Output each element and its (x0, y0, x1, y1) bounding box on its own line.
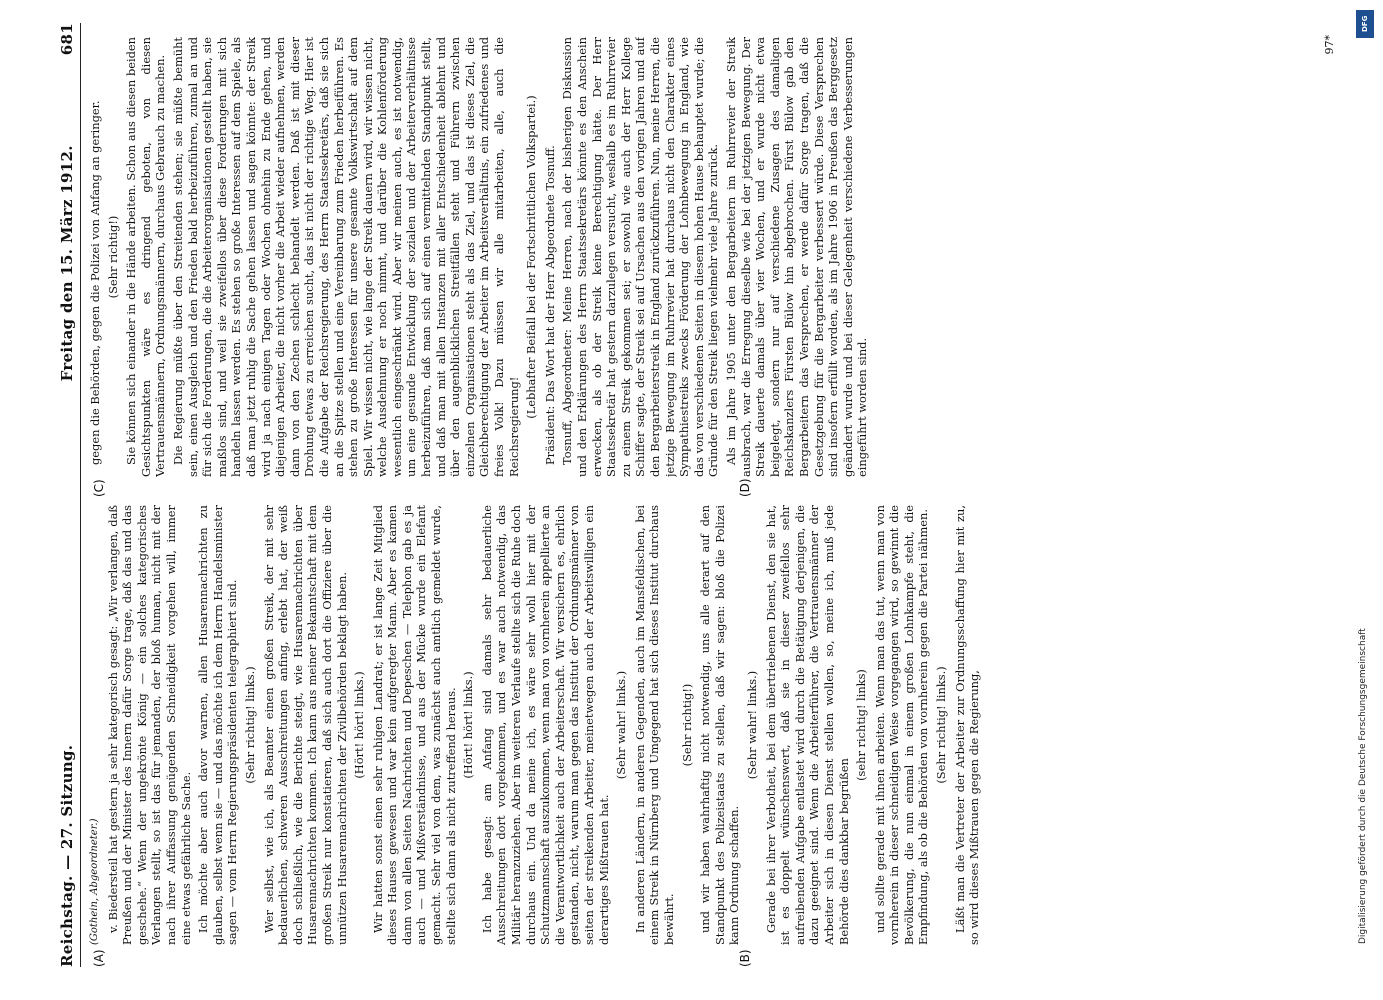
dfg-logo-icon: DFG (1356, 10, 1374, 38)
interjection: (Sehr richtig! links.) (934, 666, 949, 784)
interjection: (Sehr richtig! links.) (242, 666, 257, 784)
paragraph: Ich möchte aber auch davor warnen, allen Husarennachrichten zu glauben, selbst wenn sie — und das möchte ich dem Herrn Handelsminister sagen — vom Herrn Regierungspräsidenten telegraphiert sind. (196, 505, 240, 945)
paragraph: v. Biedersteil hat gestern ja sehr kategorisch gesagt: „Wir verlangen, daß Preußen und der Minister des Innern dafür Sorge trage, daß das und das geschehe.“ Wenn der ungekrönte König — ein solches kategorisches Verlangen stellt, so ist das für jemanden, der bloß human, nicht mit der nach ihrer Auffassung genügenden Schneidigkeit vorgehen will, immer eine etwas gefährliche Sache. (105, 505, 193, 945)
interjection: (Lebhafter Beifall bei der Fortschrittlichen Volkspartei.) (524, 95, 539, 419)
paragraph: Wer selbst, wie ich, als Beamter einen großen Streik, der mit sehr bedauerlichen, schweren Ausschreitungen anfing, erlebt hat, der weiß doch schließlich, wie die Berichte steigt, wie Husarennachrichten über Husarennachrichten kommen. Ich kann aus meiner Bekanntschaft mit dem großen Streik nur konstatieren, daß sich auch dort die Offiziere über die unnützen Husarennachrichten der Zivilbehörden beklagt haben. (261, 505, 349, 945)
page-header (54, 23, 81, 967)
paragraph: und wir haben wahrhaftig nicht notwendig, uns alle derart auf den Standpunkt des Polizeistaats zu stellen, daß wir sagen: bloß die Polizei kann Ordnung schaffen. (698, 505, 742, 945)
paragraph: Tosnuff, Abgeordneter: Meine Herren, nach der bisherigen Diskussion und den Erklärungen des Herrn Staatssekretärs könnte es den Anschein erwecken, als ob der Streik keine Berechtigung hätte. Der Herr Staatssekretär hat gestern darzulegen versucht, weshalb es im Ruhrrevier zu einem Streik gekommen sei; er sowohl wie auch der Herr Kollege Schiffer sagte, der Streik sei auf Ursachen aus den vorigen Jahren und auf den Bergarbeiterstreik in England zurückzuführen. Nun, meine Herren, die jetzige Bewegung im Ruhrrevier hat durchaus nicht den Charakter eines Sympathiestreiks zwecks Förderung der Lohnbewegung in England, wie das von verschiedenen Seiten in diesem hohen Hause behauptet wurde; die Gründe für den Streik liegen vielmehr viele Jahre zurück. (560, 37, 721, 477)
paragraph: Die Regierung müßte über den Streitenden stehen; sie müßte bemüht sein, einen Ausgleich und den Frieden bald herbeizuführen, zumal an und für sich die Forderungen, die die Arbeiterorganisationen gestellt haben, sie maßlos sind, und weil sie zweifellos über diese Forderungen mit sich handeln lassen werden. Es stehen so große Interessen auf dem Spiele, als daß man jetzt ruhig die Sache gehen lassen und sagen könnte: der Streik wird ja nach einigen Tagen oder Wochen ohnehin zu Ende gehen, und diejenigen Arbeiter, die nicht vorher die Arbeit wieder aufnehmen, werden dann von den Zechen schlecht behandelt werden. Daß ist mit dieser Drohung etwas zu erreichen sucht, das ist nicht der richtige Weg. Hier ist die Aufgabe der Reichsregierung, des Herrn Staatssekretärs, daß sie sich an die Spitze stellen und eine Vereinbarung zum Frieden herbeiführen. Es stehen zu große Interessen für unsere gesamte Volkswirtschaft auf dem Spiel. Wir wissen nicht, wie lange der Streik dauern wird, wir wissen nicht, welche Ausdehnung er noch nimmt, und darüber die Kohlenförderung wesentlich eingeschränkt wird. Aber wir meinen auch, es ist notwendig, um eine gesunde Entwicklung der sozialen und der Arbeiterverhältnisse herbeizuführen, daß man sich auf einen vermittelnden Standpunkt stellt, und daß man mit allen Instanzen mit aller Entschiedenheit ablehnt und über den augenblicklichen Streitfällen steht und Führern zwischen einzelnen Organisationen steht als das Ziel, und das ist dieses Ziel, die Gleichberechtigung der Arbeiter im Arbeitsverhältnis, ein zufriedenes und freies Volk! Dazu müssen wir alle mitarbeiten, alle, auch die Reichsregierung! (170, 37, 521, 477)
interjection: (Hört! hört! links.) (352, 671, 367, 779)
left-text-column (88, 505, 1332, 945)
header-date: Freitag den 15. März 1912. (58, 145, 76, 382)
margin-marker-a: (A) (92, 949, 106, 967)
header-session-title: Reichstag. — 27. Sitzung. (58, 744, 76, 967)
paragraph: Gerade bei ihrer Verbotheit, bei dem übertriebenen Dienst, den sie hat, ist es doppelt wünschenswert, daß sie in dieser zweifellos sehr aufreibenden Aufgabe entlastet wird durch die Betätigung derjenigen, die dazu geeignet sind. Wenn die Arbeiterführer, die Vertrauensmänner der Arbeiter sich in diesen Dienst stellen wollen, so, meine ich, muß jede Behörde dies dankbar begrüßen (763, 505, 851, 945)
interjection: (Sehr richtig!) (105, 215, 120, 299)
paragraph: In anderen Ländern, in anderen Gegenden, auch im Mansfeldischen, bei einem Streik in Nürnberg und Umgegend hat sich dieses Institut durchaus bewährt. (632, 505, 676, 945)
margin-marker-b: (B) (738, 949, 752, 967)
paragraph: Sie können sich einander in die Hände arbeiten. Schon aus diesen beiden Gesichtspunkten wäre es dringend geboten, von diesen Vertrauensmännern, Ordnungsmännern, durchaus Gebrauch zu machen. (124, 37, 168, 477)
page-signature: 97* (1323, 35, 1336, 55)
document-page (48, 15, 1338, 975)
interjection: (sehr richtig! links) (854, 669, 869, 781)
interjection: (Sehr wahr! links.) (614, 670, 629, 780)
margin-marker-d: (D) (738, 478, 752, 497)
digitization-sidebar (1356, 10, 1376, 990)
paragraph: Wir hatten sonst einen sehr ruhigen Landrat; er ist lange Zeit Mitglied dieses Hauses gewesen und war kein aufgeregter Mann. Aber es kamen dann von allen Seiten Nachrichten und Depeschen — Telephon gab es ja auch — und Mißverständnisse, und aus der Mücke wurde ein Elefant gemacht. Sehr viel von dem, was zunächst auch amtlich gemeldet wurde, stellte sich dann als nicht zutreffend heraus. (370, 505, 458, 945)
speaker-reference: (Gothein, Abgeordneter.) (89, 818, 100, 945)
paragraph: Präsident: Das Wort hat der Herr Abgeordnete Tosnuff. (542, 145, 557, 465)
digitization-credit: Digitalisierung gefördert durch die Deutsche Forschungsgemeinschaft (1358, 628, 1368, 944)
paragraph: Ich habe gesagt: am Anfang sind damals sehr bedauerliche Ausschreitungen dort vorgekommen, und es war auch notwendig, das Militär heranzuziehen. Aber im weiteren Verlaufe stellte sich die Ruhe doch durchaus ein. Und da meine ich, es wäre sehr wohl hier mit der Schutzmannschaft auszukommen, wenn man von vornherein appellierte an die Verantwortlichkeit auch der Arbeiterschaft. Wir versichern es, ehrlich gestanden, nicht, warum man gegen das Institut der Ordnungsmänner von seiten der streikenden Arbeiter, meinetwegen auch der Arbeitswilligen ein derartiges Mißtrauen hat. (479, 505, 611, 945)
paragraph: gegen die Behörden, gegen die Polizei von Anfang an geringer. (88, 100, 102, 465)
paragraph: und sollte gerade mit ihnen arbeiten. Wenn man das tut, wenn man von vornherein in dieser schneidigen Weise vorgegangen wird, so gewinnt die Bevölkerung, die nun einmal in einem großen Lohnkampfe steht, die Empfindung, als ob die Behörden von vornherein gegen die Partei nähmen. (872, 505, 931, 945)
interjection: (Sehr richtig!) (679, 683, 694, 767)
paragraph: Läßt man die Vertreter der Arbeiter zur Ordnungsschaffung hier mit zu, so wird dieses Mißtrauen gegen die Regierung, (952, 505, 982, 945)
paragraph: Als im Jahre 1905 unter den Bergarbeitern im Ruhrrevier der Streik ausbrach, war die Erregung dieselbe wie bei der jetzigen Bewegung. Der Streik dauerte damals über vier Wochen, und er wurde nicht etwa beigelegt, sondern nur auf verschiedene Zusagen des damaligen Reichskanzlers Fürsten Bülow hin abgebrochen. Fürst Bülow gab den Bergarbeitern das Versprechen, er werde dafür Sorge tragen, daß die Gesetzgebung für die Bergarbeiter verbessert würde. Diese Versprechen sind insofern erfüllt worden, als im Jahre 1906 in Preußen das Berggesetz geändert wurde und bei dieser Gelegenheit verschiedene Verbesserungen eingeführt worden sind. (723, 37, 870, 477)
header-page-number: 681 (58, 23, 76, 56)
right-text-column (88, 37, 1332, 477)
interjection: (Hört! hört! links.) (461, 671, 476, 779)
interjection: (Sehr wahr! links.) (744, 670, 759, 780)
margin-marker-c: (C) (92, 479, 106, 497)
